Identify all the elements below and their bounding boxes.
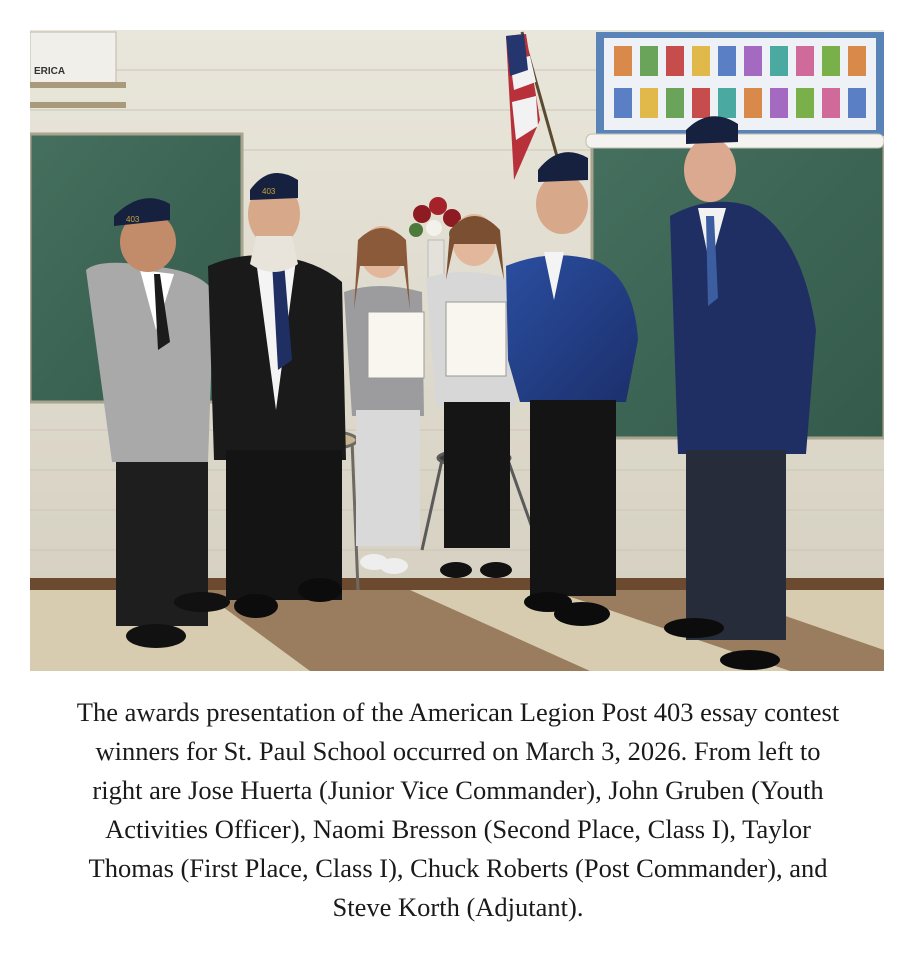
caption-line: Steve Korth (Adjutant). (332, 892, 584, 922)
caption-line: right are Jose Huerta (Junior Vice Commander), John Gruben (Youth (92, 775, 824, 805)
caption-line: Thomas (First Place, Class I), Chuck Roberts (Post Commander), and (88, 853, 828, 883)
wall-sign-text: ERICA (34, 66, 66, 77)
photo-caption (28, 693, 888, 927)
cap-number: 403 (262, 187, 276, 196)
wall-shelf (30, 102, 126, 108)
group-photo-illustration (30, 30, 884, 671)
wall-shelf (30, 82, 126, 88)
photograph (30, 30, 884, 671)
certificate (368, 312, 424, 378)
caption-line: Activities Officer), Naomi Bresson (Second Place, Class I), Taylor (105, 814, 811, 844)
caption-line: winners for St. Paul School occurred on March 3, 2026. From left to (95, 736, 821, 766)
certificate (446, 302, 506, 376)
caption-line: The awards presentation of the American Legion Post 403 essay contest (76, 697, 840, 727)
wall-sign (30, 32, 116, 86)
cap-number: 403 (126, 215, 140, 224)
